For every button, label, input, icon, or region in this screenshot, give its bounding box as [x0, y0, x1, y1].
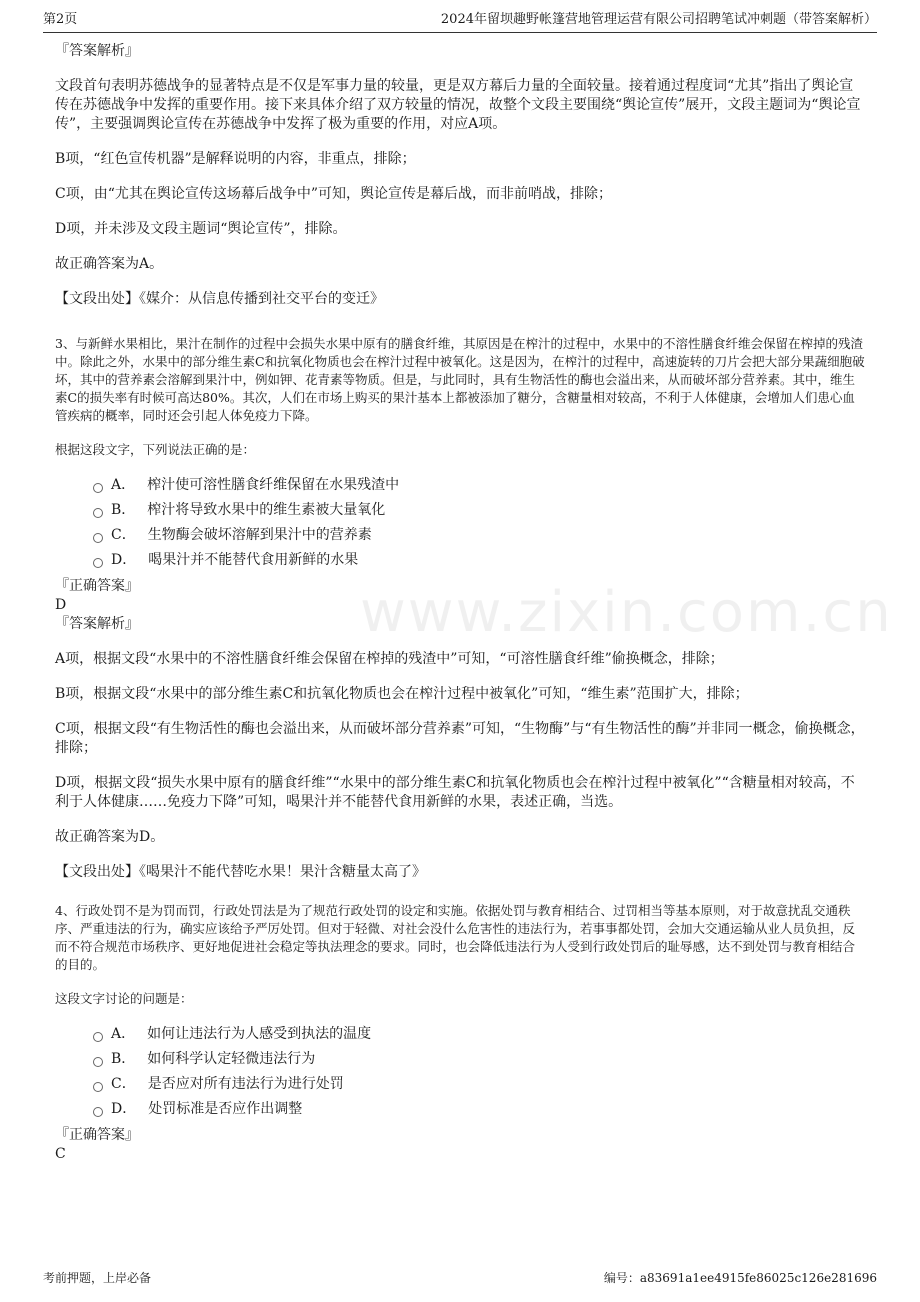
document-title: 2024年留坝趣野帐篷营地管理运营有限公司招聘笔试冲刺题（带答案解析） [440, 12, 877, 27]
q4-stem: 4、行政处罚不是为罚而罚，行政处罚法是为了规范行政处罚的设定和实施。依据处罚与教育相结合、过罚相当等基本原则，对于故意扰乱交通秩序、严重违法的行为，确实应该给予严厉处罚。但对于轻微、对社会没什么危害性的违法行为，若事事都处罚，会加大交通运输从业人员负担，反而不符合规范市场秩序、更好地促进社会稳定等执法理念的要求。同时，也会降低违法行为人受到行政处罚后的耻辱感，达不到处罚与教育相结合的目的。 [55, 903, 856, 972]
option-text: 如何让违法行为人感受到执法的温度 [147, 1026, 372, 1042]
q2-analysis-paragraph: 文段首句表明苏德战争的显著特点是不仅是军事力量的较量，更是双方幕后力量的全面较量。接着通过程度词“尤其”指出了舆论宣传在苏德战争中发挥的重要作用。接下来具体介绍了双方较量的情况，故整个文段主要围绕“舆论宣传”展开，文段主题词为“舆论宣传”，主要强调舆论宣传在苏德战争中发挥了极为重要的作用，对应A项。 [55, 78, 861, 132]
option-letter: C． [111, 1076, 136, 1092]
radio-icon[interactable] [93, 1082, 103, 1092]
radio-icon[interactable] [93, 1107, 103, 1117]
radio-icon[interactable] [93, 1057, 103, 1067]
option-text: 喝果汁并不能替代食用新鲜的水果 [148, 552, 359, 568]
q3-option-d[interactable] [93, 548, 867, 573]
option-letter: A． [111, 1026, 136, 1042]
option-letter: A． [111, 477, 136, 493]
q2-analysis-conclusion: 故正确答案为A。 [55, 256, 164, 272]
option-letter: C． [111, 527, 136, 543]
page-number: 第2页 [43, 12, 78, 27]
radio-icon[interactable] [93, 508, 103, 518]
q3-analysis-paragraph: C项，根据文段“有生物活性的酶也会溢出来，从而破坏部分营养素”可知，“生物酶”与“有生物活性的酶”并非同一概念，偷换概念，排除； [55, 721, 865, 756]
q3-answer: D [55, 597, 67, 613]
page-content [55, 42, 867, 1164]
q3-analysis-paragraph: B项，根据文段“水果中的部分维生素C和抗氧化物质也会在榨汁过程中被氧化”可知，“维生素”范围扩大，排除； [55, 686, 749, 702]
q3-option-c[interactable] [93, 523, 867, 548]
option-text: 如何科学认定轻微违法行为 [147, 1051, 316, 1067]
q4-option-a[interactable] [93, 1022, 867, 1047]
q2-analysis-paragraph: B项，“红色宣传机器”是解释说明的内容，非重点，排除； [55, 151, 416, 167]
page-header [43, 10, 877, 33]
footer-slogan: 考前押题，上岸必备 [43, 1271, 152, 1285]
radio-icon[interactable] [93, 558, 103, 568]
q2-analysis-label: 『答案解析』 [55, 43, 139, 59]
radio-icon[interactable] [93, 483, 103, 493]
option-letter: D． [111, 1101, 137, 1117]
q4-answer-label: 『正确答案』 [55, 1127, 139, 1143]
q3-analysis-conclusion: 故正确答案为D。 [55, 829, 165, 845]
q3-stem: 3、与新鲜水果相比，果汁在制作的过程中会损失水果中原有的膳食纤维，其原因是在榨汁的过程中，水果中的不溶性膳食纤维会保留在榨掉的残渣中。除此之外，水果中的部分维生素C和抗氧化物质也会在榨汁过程中被氧化。这是因为，在榨汁的过程中，高速旋转的刀片会把大部分果蔬细胞破坏，其中的营养素会溶解到果汁中，例如钾、花青素等物质。但是，与此同时，具有生物活性的酶也会溢出来，从而破坏部分营养素。其中，维生素C的损失率有时候可高达80%。其次，人们在市场上购买的果汁基本上都被添加了糖分，含糖量相对较高，不利于人体健康，会增加人们患心血管疾病的概率，同时还会引起人体免疫力下降。 [55, 336, 865, 423]
option-text: 是否应对所有违法行为进行处罚 [147, 1076, 344, 1092]
q3-analysis-paragraph: A项，根据文段“水果中的不溶性膳食纤维会保留在榨掉的残渣中”可知，“可溶性膳食纤维”偷换概念，排除； [55, 651, 724, 667]
option-letter: B． [111, 502, 136, 518]
option-letter: B． [111, 1051, 136, 1067]
q3-source: 【文段出处】《喝果汁不能代替吃水果！果汁含糖量太高了》 [55, 864, 426, 880]
q3-prompt: 根据这段文字，下列说法正确的是： [55, 442, 256, 457]
q4-answer: C [55, 1146, 66, 1162]
watermark: www.zixin.com.cn [360, 580, 893, 645]
q2-analysis-paragraph: D项，并未涉及文段主题词“舆论宣传”，排除。 [55, 221, 347, 237]
option-text: 榨汁将导致水果中的维生素被大量氧化 [147, 502, 386, 518]
radio-icon[interactable] [93, 1032, 103, 1042]
q3-option-b[interactable] [93, 498, 867, 523]
page-footer [43, 1268, 877, 1288]
q3-analysis-paragraph: D项，根据文段“损失水果中原有的膳食纤维”“水果中的部分维生素C和抗氧化物质也会在榨汁过程中被氧化”“含糖量相对较高，不利于人体健康……免疫力下降”可知，喝果汁并不能替代食用新鲜的水果，表述正确，当选。 [55, 775, 855, 810]
q3-answer-label: 『正确答案』 [55, 578, 139, 594]
option-text: 榨汁使可溶性膳食纤维保留在水果残渣中 [147, 477, 400, 493]
q4-option-b[interactable] [93, 1047, 867, 1072]
option-text: 生物酶会破坏溶解到果汁中的营养素 [147, 527, 372, 543]
q3-analysis-label: 『答案解析』 [55, 616, 139, 632]
q4-option-d[interactable] [93, 1097, 867, 1122]
document-id: 编号：a83691a1ee4915fe86025c126e281696 [603, 1271, 877, 1285]
radio-icon[interactable] [93, 533, 103, 543]
option-letter: D． [111, 552, 137, 568]
q4-prompt: 这段文字讨论的问题是： [55, 991, 193, 1006]
q2-source: 【文段出处】《媒介：从信息传播到社交平台的变迁》 [55, 291, 384, 307]
q3-option-a[interactable] [93, 473, 867, 498]
q4-options [93, 1022, 867, 1122]
q3-options [93, 473, 867, 573]
q4-option-c[interactable] [93, 1072, 867, 1097]
q2-analysis-paragraph: C项，由“尤其在舆论宣传这场幕后战争中”可知，舆论宣传是幕后战，而非前哨战，排除； [55, 186, 613, 202]
option-text: 处罚标准是否应作出调整 [148, 1101, 303, 1117]
